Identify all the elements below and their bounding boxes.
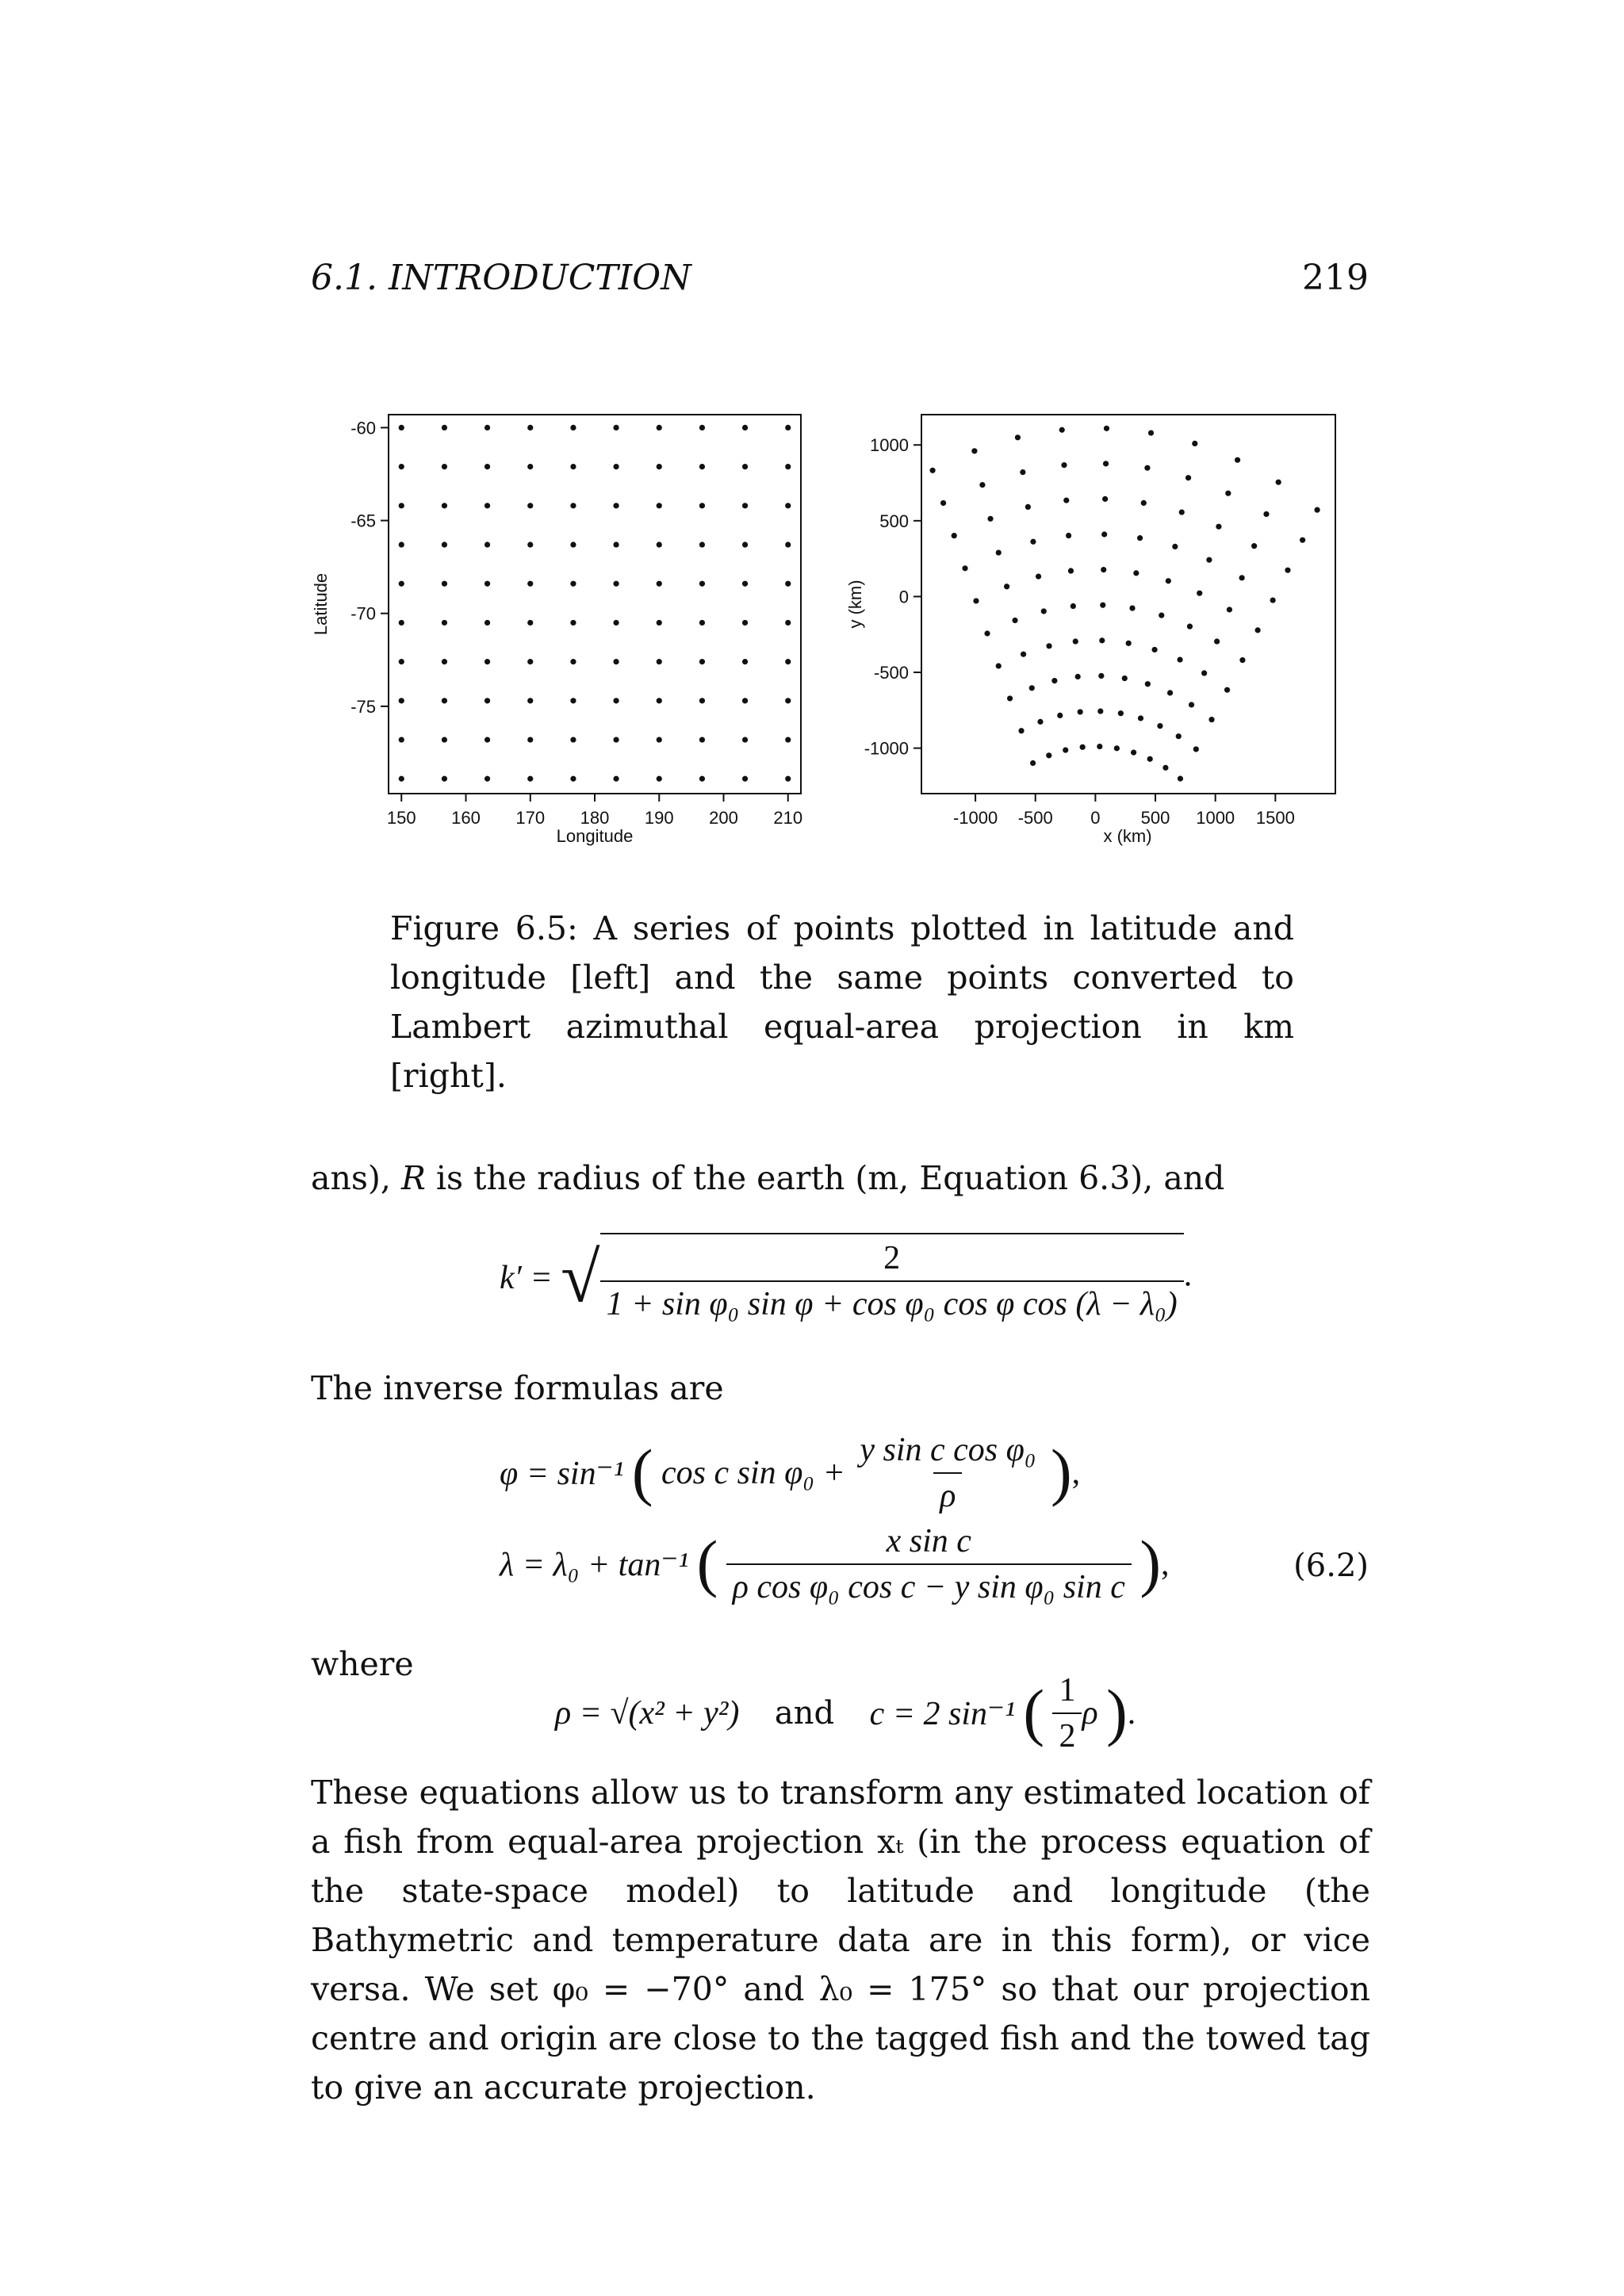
open-paren: ( xyxy=(696,1529,718,1599)
data-point xyxy=(1007,695,1013,701)
data-point xyxy=(1063,748,1068,753)
data-point xyxy=(699,464,705,469)
data-point xyxy=(1157,723,1162,729)
x-tick-label: 190 xyxy=(644,808,674,828)
data-point xyxy=(1162,765,1168,771)
x-tick-label: 0 xyxy=(1090,808,1101,828)
x-tick-label: -500 xyxy=(1017,808,1053,828)
data-point xyxy=(399,503,404,508)
data-point xyxy=(1063,497,1069,503)
equation-number: (6.2) xyxy=(1293,1548,1369,1584)
data-point xyxy=(1251,543,1257,549)
phi-numerator: y sin c cos φ₀ xyxy=(860,1432,1036,1468)
plot-frame xyxy=(921,415,1335,794)
data-point xyxy=(1097,708,1103,714)
data-point xyxy=(1098,673,1104,679)
data-point xyxy=(485,698,490,703)
half-numerator: 1 xyxy=(1059,1672,1076,1709)
data-point xyxy=(1197,591,1202,596)
x-axis-label: x (km) xyxy=(1103,826,1152,846)
data-point xyxy=(485,581,490,587)
radius-symbol: R xyxy=(400,1159,426,1197)
running-header-section: 6.1. INTRODUCTION xyxy=(311,258,691,298)
data-point xyxy=(613,737,619,742)
data-point xyxy=(657,464,662,469)
data-point xyxy=(1189,702,1194,707)
data-point xyxy=(742,581,748,587)
data-point xyxy=(399,737,404,742)
data-point xyxy=(1104,426,1109,431)
data-point xyxy=(1192,441,1197,446)
data-point xyxy=(399,541,404,547)
data-point xyxy=(1276,480,1281,485)
data-point xyxy=(742,425,748,430)
data-point xyxy=(570,737,576,742)
half-denominator: 2 xyxy=(1052,1712,1082,1755)
data-point xyxy=(442,464,447,469)
data-point xyxy=(1141,500,1147,506)
data-point xyxy=(1122,675,1128,681)
phi-lhs: φ = sin⁻¹ xyxy=(500,1456,624,1492)
half-fraction xyxy=(1052,1671,1082,1755)
where-label: where xyxy=(311,1645,414,1683)
data-point xyxy=(657,425,662,430)
data-point xyxy=(785,581,791,587)
data-point xyxy=(1300,538,1305,543)
data-point xyxy=(979,482,985,488)
close-paren: ) xyxy=(1106,1678,1128,1748)
data-point xyxy=(1118,710,1124,716)
data-point xyxy=(485,620,490,626)
data-point xyxy=(1036,574,1041,580)
data-point xyxy=(940,500,946,506)
close-paren: ) xyxy=(1050,1437,1072,1508)
data-point xyxy=(442,737,447,742)
data-point xyxy=(785,776,791,782)
data-point xyxy=(1172,544,1178,549)
lat-lon-scatter-plot xyxy=(309,404,833,864)
intro-text: ans), xyxy=(311,1159,401,1197)
data-point xyxy=(485,541,490,547)
data-point xyxy=(699,503,705,508)
data-point xyxy=(1030,760,1036,766)
data-point xyxy=(1061,462,1067,468)
data-point xyxy=(1255,627,1261,633)
data-point xyxy=(742,503,748,508)
data-point xyxy=(1051,678,1057,683)
page-number: 219 xyxy=(1302,258,1369,298)
data-point xyxy=(699,581,705,587)
y-tick-label: -75 xyxy=(350,696,376,717)
phi-formula xyxy=(500,1431,1080,1515)
comma: , xyxy=(1071,1455,1081,1491)
data-point xyxy=(1216,524,1221,530)
data-point xyxy=(699,541,705,547)
data-point xyxy=(399,620,404,626)
data-point xyxy=(1144,465,1150,471)
close-paren: ) xyxy=(1139,1529,1161,1599)
data-point xyxy=(1101,531,1107,537)
data-point xyxy=(742,737,748,742)
x-tick-label: 170 xyxy=(515,808,546,828)
data-point xyxy=(1099,637,1105,643)
y-axis-label: Latitude xyxy=(311,572,331,636)
data-point xyxy=(613,541,619,547)
data-point xyxy=(527,776,533,782)
data-point xyxy=(1025,504,1031,510)
x-tick-label: 150 xyxy=(386,808,416,828)
data-point xyxy=(1227,607,1232,612)
data-point xyxy=(1066,533,1071,538)
data-point xyxy=(485,659,490,664)
and-word: and xyxy=(774,1695,835,1732)
data-point xyxy=(657,776,662,782)
x-tick-label: 200 xyxy=(709,808,738,828)
data-point xyxy=(442,503,447,508)
data-point xyxy=(1068,568,1074,573)
data-point xyxy=(1037,719,1043,725)
data-point xyxy=(1263,511,1269,517)
data-point xyxy=(1021,652,1026,657)
lambda-denominator: ρ cos φ₀ cos c − y sin φ₀ sin c xyxy=(726,1563,1132,1606)
data-point xyxy=(1314,507,1320,513)
data-point xyxy=(399,425,404,430)
data-point xyxy=(1059,427,1065,433)
data-point xyxy=(613,581,619,587)
c-tail: ρ xyxy=(1082,1695,1098,1732)
data-point xyxy=(1166,578,1171,584)
phi-fraction xyxy=(853,1431,1042,1515)
data-point xyxy=(570,425,576,430)
data-point xyxy=(742,659,748,664)
lambda-lhs: λ = λ₀ + tan⁻¹ xyxy=(500,1547,689,1583)
y-tick-label: -65 xyxy=(350,511,376,531)
data-point xyxy=(699,737,705,742)
data-point xyxy=(742,464,748,469)
lambda-formula xyxy=(500,1522,1170,1606)
data-point xyxy=(442,698,447,703)
data-point xyxy=(1159,613,1164,618)
data-point xyxy=(1046,752,1051,758)
data-point xyxy=(527,620,533,626)
data-point xyxy=(613,698,619,703)
data-point xyxy=(1018,728,1024,733)
data-point xyxy=(785,503,791,508)
data-point xyxy=(570,620,576,626)
x-tick-label: 1000 xyxy=(1196,808,1235,828)
y-tick-label: -1000 xyxy=(864,738,909,759)
data-point xyxy=(1224,687,1230,693)
data-point xyxy=(1078,709,1083,714)
data-point xyxy=(570,541,576,547)
data-point xyxy=(1102,496,1108,502)
data-point xyxy=(613,425,619,430)
data-point xyxy=(785,737,791,742)
data-point xyxy=(1147,756,1153,762)
rho-c-formula xyxy=(555,1671,1136,1755)
data-point xyxy=(570,698,576,703)
period: . xyxy=(1183,1257,1193,1294)
data-point xyxy=(442,659,447,664)
data-point xyxy=(527,425,533,430)
data-point xyxy=(527,698,533,703)
data-point xyxy=(1270,597,1276,603)
data-point xyxy=(1179,509,1185,515)
data-point xyxy=(485,464,490,469)
data-point xyxy=(613,620,619,626)
data-point xyxy=(1206,557,1212,563)
data-point xyxy=(1041,608,1047,614)
data-point xyxy=(657,620,662,626)
x-tick-label: 210 xyxy=(773,808,803,828)
data-point xyxy=(1071,603,1076,609)
x-axis-label: Longitude xyxy=(556,826,634,846)
data-point xyxy=(971,448,977,453)
data-point xyxy=(1239,575,1245,580)
data-point xyxy=(785,464,791,469)
comma: , xyxy=(1161,1546,1170,1582)
data-point xyxy=(929,468,935,473)
data-point xyxy=(442,620,447,626)
data-point xyxy=(699,776,705,782)
data-point xyxy=(987,516,993,522)
data-point xyxy=(742,541,748,547)
data-point xyxy=(570,659,576,664)
data-point xyxy=(1030,539,1036,545)
data-point xyxy=(785,620,791,626)
data-point xyxy=(1097,744,1102,749)
data-point xyxy=(485,503,490,508)
data-point xyxy=(570,464,576,469)
period: . xyxy=(1127,1695,1136,1732)
data-point xyxy=(399,776,404,782)
data-point xyxy=(984,630,990,636)
x-tick-label: 500 xyxy=(1140,808,1170,828)
body-paragraph: These equations allow us to transform any estimated location of a fish from equal-area projection xₜ (in the process equation of the state-space model) to latitude and longitude (the Bathymetric and temperature data are in this form), or vice versa. We set φ₀ = −70° and λ₀ = 175° so that our projection centre and origin are close to the tagged fish and the towed tag to give an accurate projection. xyxy=(311,1774,1370,2107)
data-point xyxy=(742,776,748,782)
data-point xyxy=(1101,567,1106,572)
intro-text-tail: is the radius of the earth (m, Equation 6.3), and xyxy=(425,1159,1225,1197)
lambda-numerator: x sin c xyxy=(886,1523,971,1559)
data-point xyxy=(742,620,748,626)
data-point xyxy=(485,425,490,430)
k-denominator: 1 + sin φ₀ sin φ + cos φ₀ cos φ cos (λ − λ₀) xyxy=(600,1280,1184,1323)
data-point xyxy=(527,659,533,664)
data-point xyxy=(1178,776,1183,782)
intro-line xyxy=(311,1154,1224,1203)
data-point xyxy=(613,776,619,782)
open-paren: ( xyxy=(631,1437,653,1508)
data-point xyxy=(1193,746,1199,752)
k-prime-formula xyxy=(500,1233,1192,1323)
k-numerator: 2 xyxy=(883,1240,901,1276)
data-point xyxy=(1075,674,1081,679)
data-point xyxy=(527,464,533,469)
k-prime-lhs: k′ = xyxy=(500,1260,553,1296)
data-point xyxy=(570,776,576,782)
data-point xyxy=(485,737,490,742)
data-point xyxy=(1201,670,1207,675)
data-point xyxy=(657,698,662,703)
data-point xyxy=(1114,745,1120,751)
data-point xyxy=(996,549,1002,555)
data-point xyxy=(1138,715,1143,721)
lambda-fraction xyxy=(726,1522,1132,1606)
data-point xyxy=(527,503,533,508)
data-point xyxy=(527,737,533,742)
data-point xyxy=(973,598,979,603)
data-point xyxy=(485,776,490,782)
data-point xyxy=(1029,685,1035,691)
data-point xyxy=(699,659,705,664)
data-point xyxy=(657,581,662,587)
figure-caption: Figure 6.5: A series of points plotted in latitude and longitude [left] and the same points converted to Lambert azimuthal equal-area projection in km [right]. xyxy=(390,909,1294,1095)
k-fraction xyxy=(600,1233,1184,1323)
data-point xyxy=(657,737,662,742)
phi-denominator: ρ xyxy=(933,1472,962,1515)
data-point xyxy=(785,659,791,664)
data-point xyxy=(1167,690,1173,695)
data-point xyxy=(399,581,404,587)
data-point xyxy=(613,464,619,469)
data-point xyxy=(1015,434,1021,440)
x-tick-label: 1500 xyxy=(1255,808,1295,828)
data-point xyxy=(657,659,662,664)
data-point xyxy=(399,464,404,469)
data-point xyxy=(996,663,1002,668)
rho-formula: ρ = √(x² + y²) xyxy=(555,1695,740,1732)
y-tick-label: 1000 xyxy=(870,435,909,456)
data-point xyxy=(1057,713,1063,718)
data-point xyxy=(570,581,576,587)
data-point xyxy=(1046,643,1051,649)
y-tick-label: 0 xyxy=(898,587,909,607)
data-point xyxy=(442,776,447,782)
data-point xyxy=(1080,744,1086,750)
x-tick-label: 160 xyxy=(451,808,481,828)
data-point xyxy=(442,541,447,547)
inverse-intro: The inverse formulas are xyxy=(311,1369,724,1407)
data-point xyxy=(570,503,576,508)
data-point xyxy=(1131,750,1136,756)
data-point xyxy=(1176,733,1182,739)
data-point xyxy=(1145,681,1151,687)
data-point xyxy=(399,659,404,664)
data-point xyxy=(1285,568,1290,573)
data-point xyxy=(657,503,662,508)
y-tick-label: -500 xyxy=(873,663,909,683)
data-point xyxy=(527,541,533,547)
data-point xyxy=(1214,638,1220,644)
data-point xyxy=(1148,430,1154,435)
y-tick-label: 500 xyxy=(879,511,909,531)
data-point xyxy=(1129,606,1135,611)
data-point xyxy=(1126,641,1132,646)
data-point xyxy=(1020,469,1025,475)
plot-frame xyxy=(389,415,801,794)
y-tick-label: -60 xyxy=(350,418,376,438)
data-point xyxy=(699,620,705,626)
data-point xyxy=(442,425,447,430)
data-point xyxy=(1239,657,1245,663)
lambert-projection-scatter-plot xyxy=(833,404,1356,864)
data-point xyxy=(399,698,404,703)
sqrt-sign: √ xyxy=(561,1238,600,1318)
open-paren: ( xyxy=(1023,1678,1044,1748)
data-point xyxy=(742,698,748,703)
data-point xyxy=(1073,638,1078,644)
data-point xyxy=(699,698,705,703)
data-point xyxy=(1133,570,1139,576)
data-point xyxy=(1177,656,1182,662)
data-point xyxy=(1151,647,1157,652)
data-point xyxy=(1137,535,1143,541)
data-point xyxy=(1208,717,1214,722)
data-point xyxy=(1185,475,1191,480)
data-point xyxy=(1103,461,1109,466)
data-point xyxy=(613,503,619,508)
data-point xyxy=(442,581,447,587)
c-lhs: c = 2 sin⁻¹ xyxy=(869,1696,1015,1732)
data-point xyxy=(1235,457,1240,463)
data-point xyxy=(785,425,791,430)
data-point xyxy=(527,581,533,587)
x-tick-label: 180 xyxy=(580,808,610,828)
data-point xyxy=(1004,584,1009,589)
data-point xyxy=(785,698,791,703)
y-tick-label: -70 xyxy=(350,603,376,624)
data-point xyxy=(699,425,705,430)
data-point xyxy=(1225,491,1231,496)
data-point xyxy=(1012,618,1017,623)
phi-inner: cos c sin φ₀ + xyxy=(661,1455,845,1491)
data-point xyxy=(785,541,791,547)
data-point xyxy=(1187,624,1193,629)
y-axis-label: y (km) xyxy=(845,580,865,629)
data-point xyxy=(952,533,957,538)
data-point xyxy=(962,565,967,571)
data-point xyxy=(613,659,619,664)
data-point xyxy=(1100,603,1105,608)
data-point xyxy=(657,541,662,547)
x-tick-label: -1000 xyxy=(952,808,998,828)
